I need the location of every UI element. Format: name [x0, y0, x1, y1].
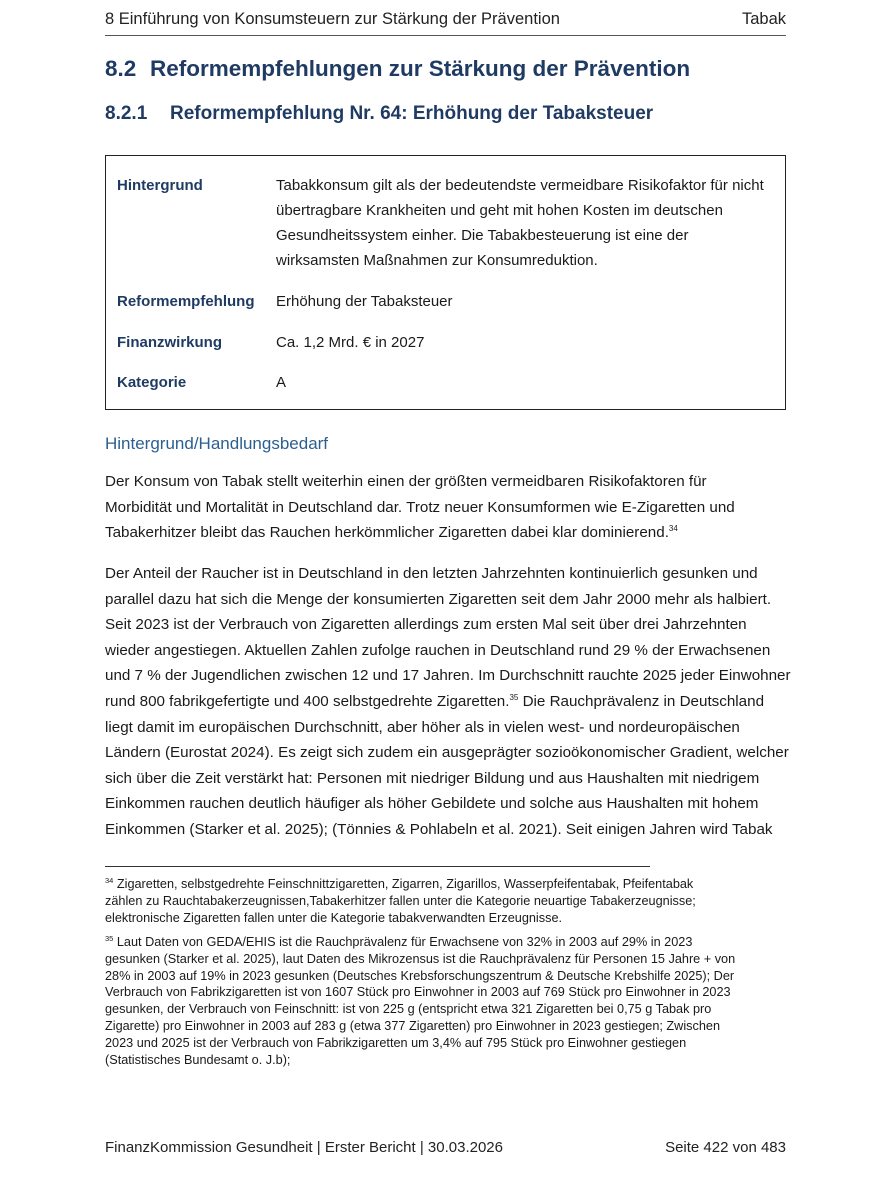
section-number: 8.2 [105, 56, 137, 81]
running-header-chapter: 8 Einführung von Konsumsteuern zur Stärkung der Prävention [105, 10, 560, 28]
subsection-title: Reformempfehlung Nr. 64: Erhöhung der Tabaksteuer [170, 103, 654, 124]
body-paragraph-1 [105, 469, 790, 546]
summary-value: Ca. 1,2 Mrd. € in 2027 [276, 334, 425, 351]
footnote-ref-35[interactable]: 35 [509, 692, 519, 702]
running-header-topic: Tabak [741, 10, 786, 28]
footnote-separator [105, 866, 650, 867]
text-line: Einkommen rauchen deutlich häufiger als höher Gebildete und solche aus Haushalten mit hohem [105, 795, 759, 813]
footnote-line [105, 876, 790, 893]
footnote-line: Verbrauch von Fabrikzigaretten ist von 1607 Stück pro Einwohner in 2003 auf 769 Stück pro Einwohner in 2023 [105, 985, 731, 1000]
footnote-35 [105, 934, 790, 1068]
running-header [105, 10, 786, 36]
text-segment: Die Rauchprävalenz in Deutschland [518, 692, 765, 710]
footnote-line: Zigarette) pro Einwohner in 2003 auf 283 g (etwa 377 Zigaretten) pro Einwohner in 2023 gestiegen; Zwischen [105, 1018, 721, 1033]
summary-value-line: wirksamsten Maßnahmen zur Konsumreduktion. [276, 252, 598, 269]
summary-box [105, 155, 786, 410]
footnote-number: 35 [105, 934, 114, 943]
text-line: liegt damit im europäischen Durchschnitt, aber höher als in vielen west- und nordeuropäischen [105, 718, 740, 736]
text-line: Der Konsum von Tabak stellt weiterhin einen der größten vermeidbaren Risikofaktoren für [105, 473, 707, 490]
text-line: und 7 % der Jugendlichen zwischen 12 und 17 Jahren. Im Durchschnitt rauchte 2025 jeder Einwohner [105, 667, 791, 685]
text-line: sich über die Zeit verstärkt hat: Personen mit niedriger Bildung und aus Haushalten mit niedrigem [105, 769, 760, 787]
summary-value: Erhöhung der Tabaksteuer [276, 293, 453, 310]
summary-row-hintergrund [117, 173, 777, 273]
text-line: parallel dazu hat sich die Menge der konsumierten Zigaretten seit dem Jahr 2000 mehr als halbiert. [105, 590, 772, 608]
summary-value-line: Gesundheitssystem einher. Die Tabakbesteuerung ist eine der [276, 227, 689, 244]
summary-value: A [276, 374, 287, 391]
subheading: Hintergrund/Handlungsbedarf [105, 434, 329, 453]
section-title: Reformempfehlungen zur Stärkung der Prävention [150, 56, 691, 81]
footnote-line: gesunken (Starker et al. 2025), laut Daten des Mikrozensus ist die Rauchprävalenz für Personen 15 Jahre + von [105, 951, 736, 966]
summary-label: Hintergrund [117, 177, 203, 194]
text-line [105, 520, 790, 546]
subsection-number: 8.2.1 [105, 103, 148, 124]
summary-label: Reformempfehlung [117, 293, 255, 310]
summary-value-line: übertragbare Krankheiten und geht mit hohen Kosten im deutschen [276, 202, 723, 219]
summary-label: Finanzwirkung [117, 334, 222, 351]
footnote-number: 34 [105, 876, 114, 885]
footnote-line: zählen zu Rauchtabakerzeugnissen,Tabakerhitzer fallen unter die Kategorie neuartige Tabakerzeugnisse; [105, 893, 696, 908]
footnote-line [105, 934, 790, 951]
text-line: Der Anteil der Raucher ist in Deutschland in den letzten Jahrzehnten kontinuierlich gesunken und [105, 565, 758, 582]
text-line: Seit 2023 ist der Verbrauch von Zigaretten allerdings zum ersten Mal seit über drei Jahrzehnten [105, 616, 747, 634]
text-segment: Tabakerhitzer bleibt das Rauchen herkömmlicher Zigaretten dabei klar dominierend. [105, 524, 669, 542]
summary-row-finanzwirkung [117, 330, 777, 355]
text-line [105, 689, 790, 715]
footnote-line: (Statistisches Bundesamt o. J.b); [105, 1052, 291, 1067]
text-line: Morbidität und Mortalität in Deutschland dar. Trotz neuer Konsumformen wie E-Zigaretten und [105, 498, 735, 516]
page-footer [105, 1139, 786, 1156]
section-heading [105, 56, 690, 82]
summary-value [276, 173, 777, 273]
text-line: wieder angestiegen. Aktuellen Zahlen zufolge rauchen in Deutschland rund 29 % der Erwachsenen [105, 641, 771, 659]
body-paragraph-2 [105, 561, 790, 843]
footnote-ref-34[interactable]: 34 [668, 524, 678, 534]
footnote-34 [105, 876, 790, 926]
summary-label: Kategorie [117, 374, 187, 391]
text-line: Einkommen (Starker et al. 2025); (Tönnies & Pohlabeln et al. 2021). Seit einigen Jahren wird Tabak [105, 820, 773, 838]
summary-value-line: Tabakkonsum gilt als der bedeutendste vermeidbare Risikofaktor für nicht [276, 177, 764, 194]
text-segment: Zigaretten, selbstgedrehte Feinschnittzigaretten, Zigarren, Zigarillos, Wasserpfeifentabak, Pfeifentabak [116, 877, 694, 891]
subsection-heading [105, 103, 653, 125]
text-segment: rund 800 fabrikgefertigte und 400 selbstgedrehte Zigaretten. [105, 692, 510, 710]
footnote-line: 2023 und 2025 ist der Verbrauch von Fabrikzigaretten um 3,4% auf 795 Stück pro Einwohner gestiegen [105, 1035, 687, 1050]
footer-report-info: FinanzKommission Gesundheit | Erster Bericht | 30.03.2026 [105, 1139, 503, 1156]
text-line: Ländern (Eurostat 2024). Es zeigt sich zudem ein ausgeprägter sozioökonomischer Gradient, welcher [105, 744, 789, 762]
page-number: Seite 422 von 483 [665, 1139, 786, 1156]
summary-row-reformempfehlung [117, 289, 777, 314]
footnote-line: 28% in 2003 auf 19% in 2023 gesunken (Deutsches Krebsforschungszentrum & Deutsche Krebshilfe 2025); Der [105, 968, 735, 983]
summary-row-kategorie [117, 370, 777, 395]
text-segment: Laut Daten von GEDA/EHIS ist die Rauchprävalenz für Erwachsene von 32% in 2003 auf 29% in 2023 [116, 935, 693, 949]
footnote-line: gesunken, der Verbrauch von Feinschnitt: ist von 225 g (entspricht etwa 321 Zigaretten bei 0,75 g Tabak pro [105, 1002, 712, 1017]
footnote-line: elektronische Zigaretten fallen unter die Kategorie tabakverwandten Erzeugnisse. [105, 910, 563, 925]
